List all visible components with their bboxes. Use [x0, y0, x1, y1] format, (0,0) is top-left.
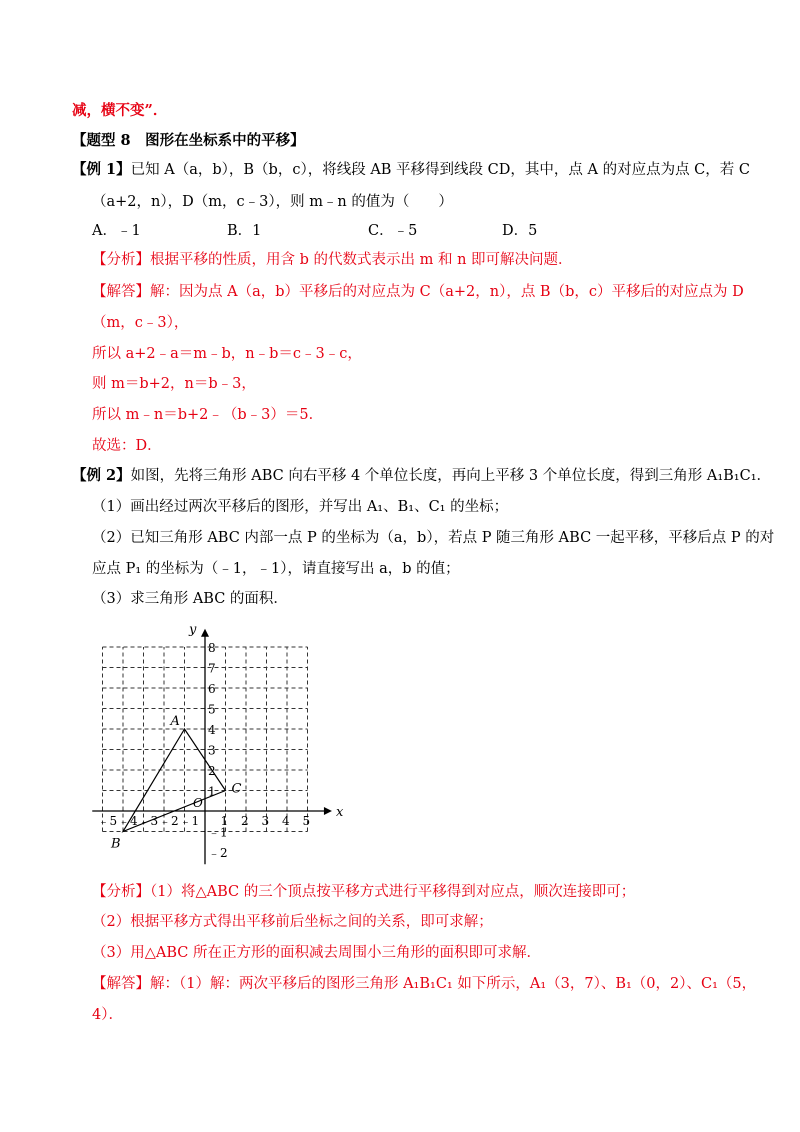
x-tick-label: ﹣2	[159, 814, 179, 828]
x-tick-label: ﹣4	[118, 814, 138, 828]
y-tick-label: ﹣2	[208, 846, 228, 860]
ex2-analysis2: （2）根据平移方式得出平移前后坐标之间的关系，即可求解；	[92, 914, 493, 930]
y-tick-label: 8	[208, 641, 216, 655]
x-tick-label: 3	[261, 814, 270, 828]
y-axis-arrow	[201, 629, 209, 637]
ex1-step3: 所以 m﹣n＝b+2﹣（b﹣3）＝5．	[92, 407, 324, 423]
ex2-analysis1: 【分析】（1）将△ABC 的三个顶点按平移方式进行平移得到对应点，顺次连接即可；	[92, 884, 636, 900]
x-tick-label: 4	[282, 814, 290, 828]
ex1-choice: 故选：D．	[92, 438, 162, 454]
coordinate-grid-svg	[92, 614, 344, 864]
ex2-question	[72, 466, 771, 486]
ex1-analysis: 【分析】根据平移的性质，用含 b 的代数式表示出 m 和 n 即可解决问题．	[92, 252, 573, 268]
ex1-option-a: A．﹣1	[92, 223, 141, 239]
y-tick-label: 7	[208, 661, 216, 676]
ex2-label: 【例 2】	[72, 467, 131, 484]
y-tick-label: ﹣1	[208, 825, 228, 840]
ex1-q1: 已知 A（a，b），B（b，c），将线段 AB 平移得到线段 CD，其中，点 A 的对应点为点 C，若 C	[130, 162, 750, 178]
y-tick-label: 2	[208, 764, 216, 778]
y-tick-label: 1	[208, 784, 216, 799]
vertex-label-c: C	[231, 781, 242, 797]
y-tick-label: 4	[208, 723, 216, 737]
coordinate-diagram	[92, 614, 344, 864]
ex1-step1: 所以 a+2﹣a＝m﹣b，n﹣b＝c﹣3﹣c，	[92, 346, 362, 362]
ex1-options	[92, 221, 592, 241]
ex2-answer-line1: 【解答】解：（1）解：两次平移后的图形三角形 A₁B₁C₁ 如下所示，A₁（3，7）、B₁（0，2）、C₁（5，	[92, 976, 757, 992]
ex2-answer-line2: 4）．	[92, 1007, 123, 1023]
ex1-question-line1	[72, 160, 750, 180]
ex2-part3: （3）求三角形 ABC 的面积．	[92, 591, 288, 607]
ex2-analysis3: （3）用△ABC 所在正方形的面积减去周围小三角形的面积即可求解．	[92, 945, 541, 961]
ex1-answer-line2: （m，c﹣3），	[92, 315, 189, 331]
ex1-question-line2: （a+2，n），D（m，c﹣3），则 m﹣n 的值为（ ）	[92, 194, 453, 210]
x-tick-label: 5	[302, 814, 311, 828]
continuation-text: 减，横不变”．	[72, 102, 168, 119]
ex2-part2-line2: 应点 P₁ 的坐标为（﹣1，﹣1），请直接写出 a，b 的值；	[92, 561, 460, 577]
y-axis-label: y	[189, 622, 197, 638]
x-axis-label: x	[335, 805, 344, 820]
ex2-part1: （1）画出经过两次平移后的图形，并写出 A₁、B₁、C₁ 的坐标；	[92, 499, 509, 515]
section-title: 【题型 8 图形在坐标系中的平移】	[72, 132, 305, 149]
x-tick-label: ﹣1	[179, 814, 200, 828]
y-tick-label: 3	[208, 743, 216, 758]
x-tick-label: 1	[220, 814, 229, 828]
ex1-option-b: B．1	[227, 223, 262, 239]
ex1-option-c: C．﹣5	[368, 223, 418, 239]
x-tick-label: 2	[241, 814, 249, 828]
ex1-option-d: D．5	[502, 223, 538, 239]
x-tick-label: ﹣5	[97, 814, 118, 828]
origin-label: O	[193, 796, 203, 810]
vertex-label-a: A	[170, 714, 180, 729]
ex2-q: 如图，先将三角形 ABC 向右平移 4 个单位长度，再向上平移 3 个单位长度，得到三角形 A₁B₁C₁．	[130, 468, 772, 484]
y-tick-label: 6	[208, 682, 216, 696]
ex1-label: 【例 1】	[72, 161, 131, 178]
ex2-part2-line1: （2）已知三角形 ABC 内部一点 P 的坐标为（a，b），若点 P 随三角形 ABC 一起平移，平移后点 P 的对	[92, 530, 775, 546]
vertex-label-b: B	[111, 836, 121, 852]
ex1-step2: 则 m＝b+2，n＝b﹣3，	[92, 376, 256, 392]
x-axis-arrow	[324, 807, 332, 815]
y-tick-label: 5	[208, 702, 216, 717]
ex1-answer-line1: 【解答】解：因为点 A（a，b）平移后的对应点为 C（a+2，n），点 B（b，c）平移后的对应点为 D	[92, 284, 744, 300]
x-tick-label: ﹣3	[138, 814, 159, 828]
